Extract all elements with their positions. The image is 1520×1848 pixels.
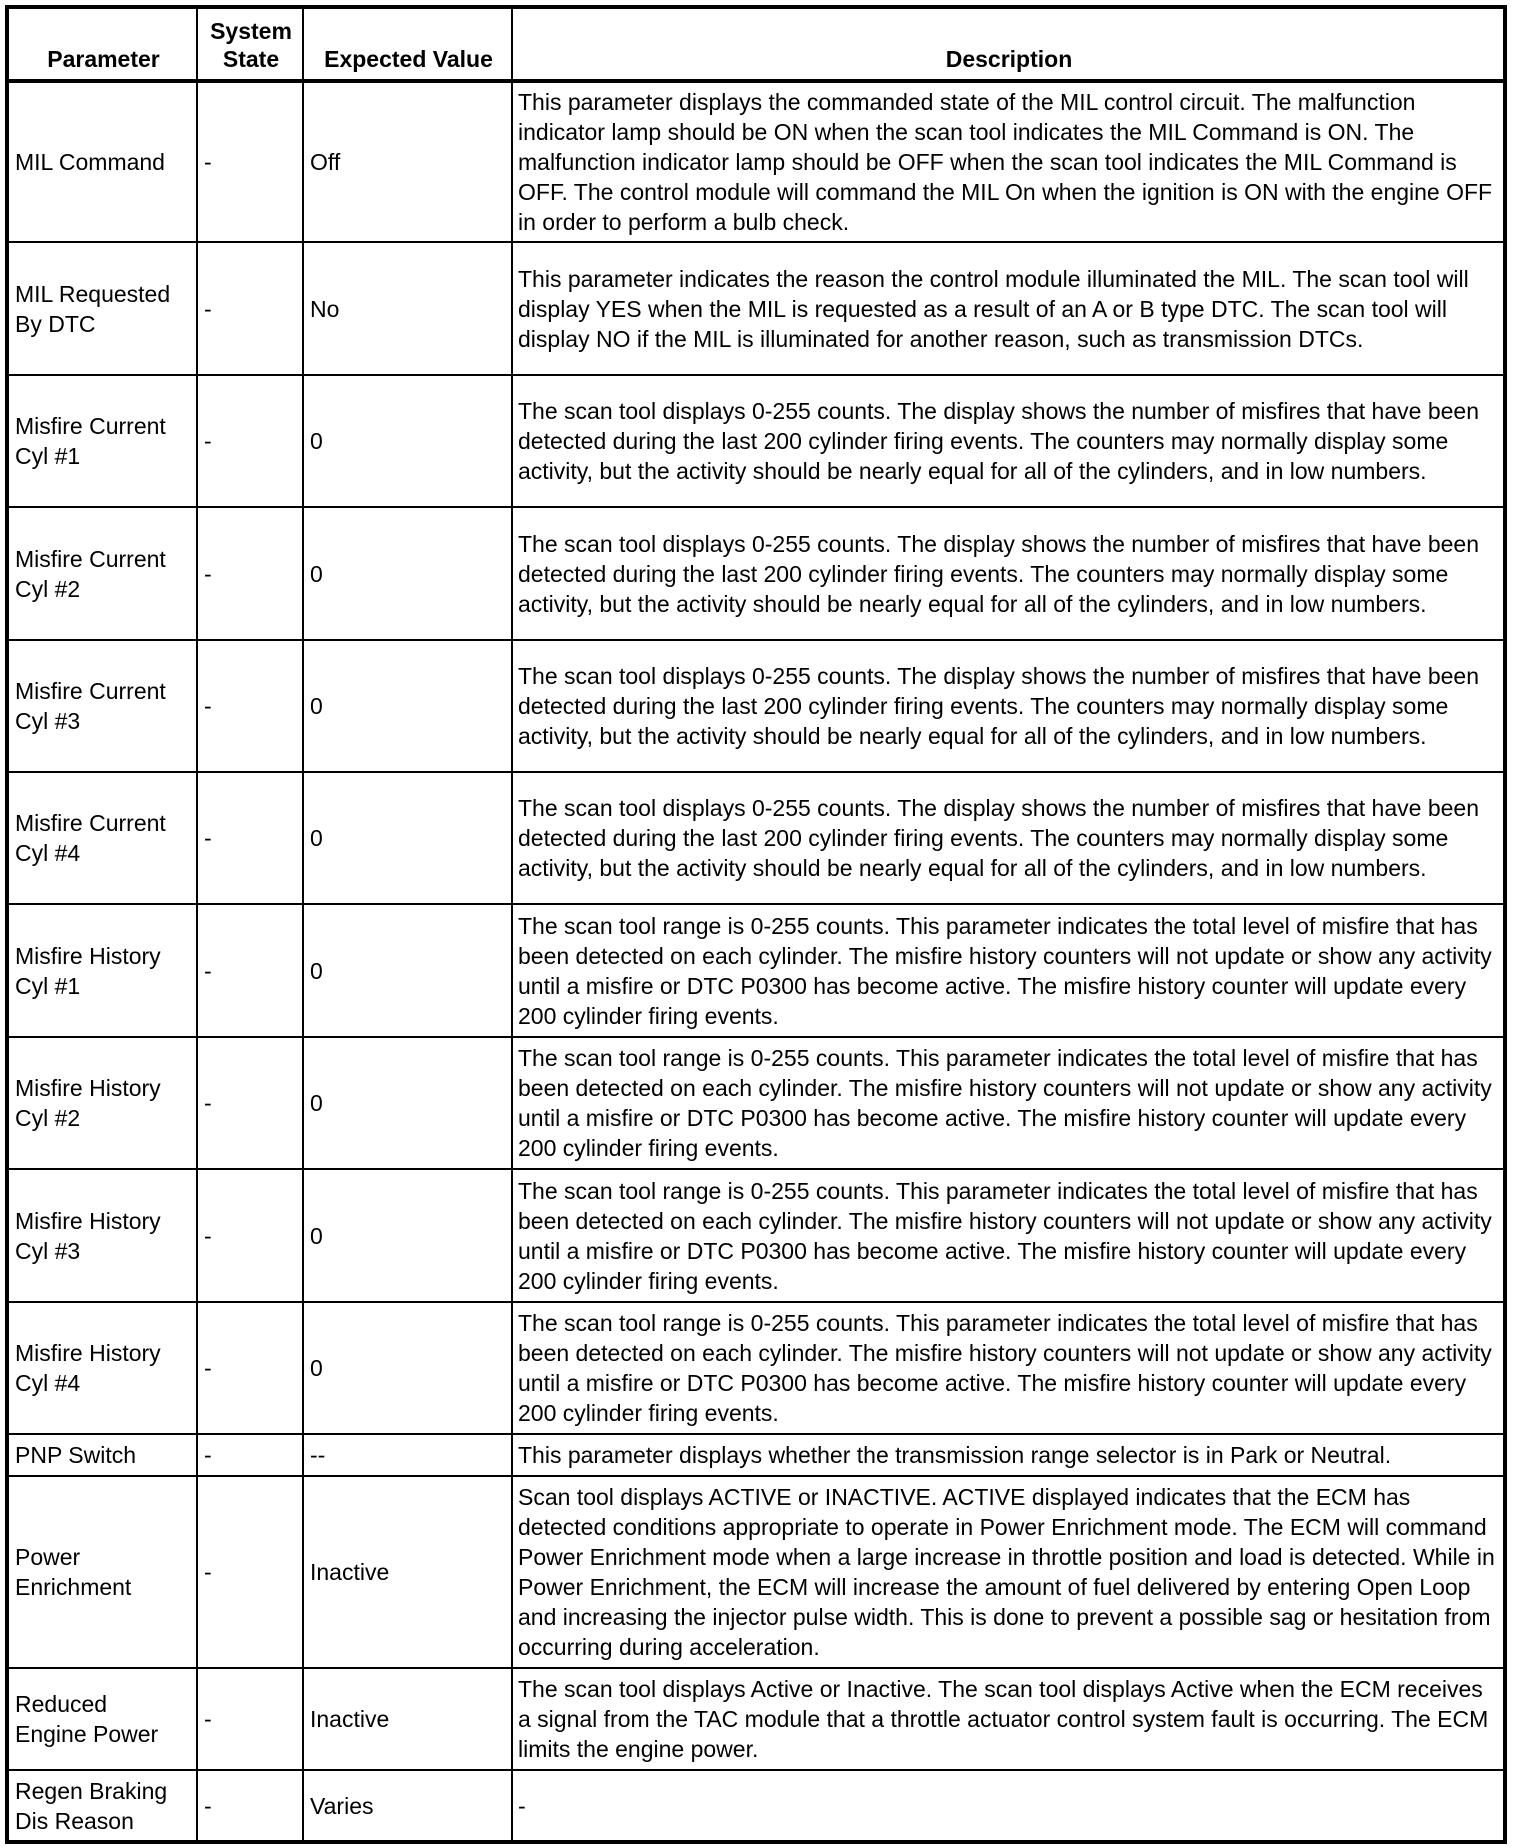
table-row: [7, 81, 1505, 242]
table-row: [7, 640, 1505, 772]
expected-value: Varies: [310, 1792, 374, 1819]
system-state-value: -: [204, 1559, 212, 1585]
header-expected-value: [303, 7, 512, 81]
description-text: -: [518, 1792, 526, 1819]
system-state-cell: [197, 81, 303, 242]
description-cell: [512, 1476, 1505, 1668]
description-text: The scan tool displays 0-255 counts. The display shows the number of misfires that have been detected during the last 200 cylinder firing events. The counters may normally display some activity, but the activity should be nearly equal for all of the cylinders, and in low numbers.: [518, 663, 1479, 749]
parameter-name-line2: Cyl #1: [15, 443, 81, 469]
parameter-name-line1: PNP Switch: [15, 1442, 137, 1468]
description-cell: [512, 375, 1505, 507]
parameter-name-line1: Misfire Current: [15, 678, 166, 704]
system-state-cell: [197, 1302, 303, 1434]
expected-value-cell: [303, 1169, 512, 1302]
expected-value-cell: [303, 1668, 512, 1770]
system-state-value: -: [204, 149, 212, 175]
system-state-cell: [197, 1668, 303, 1770]
system-state-value: -: [204, 295, 212, 322]
table-row: [7, 1037, 1505, 1169]
parameter-name-line1: MIL Command: [15, 149, 165, 175]
expected-value: Inactive: [310, 1706, 390, 1732]
table-body: [7, 81, 1505, 1842]
parameter-name-line1: Reduced: [15, 1691, 108, 1717]
system-state-cell: [197, 640, 303, 772]
system-state-cell: [197, 904, 303, 1037]
parameter-cell: [7, 1434, 197, 1476]
parameter-name-line1: Misfire History: [15, 1207, 161, 1234]
expected-value: 0: [310, 1222, 323, 1249]
system-state-value: -: [204, 1442, 212, 1468]
parameter-table: [5, 5, 1507, 1844]
expected-value: 0: [310, 957, 323, 984]
expected-value: 0: [310, 560, 323, 587]
parameter-name-line1: Misfire History: [15, 942, 161, 969]
expected-value: Off: [310, 149, 341, 175]
system-state-cell: [197, 1169, 303, 1302]
expected-value-cell: [303, 1037, 512, 1169]
parameter-cell: [7, 375, 197, 507]
table-row: [7, 1476, 1505, 1668]
description-text: This parameter indicates the reason the control module illuminated the MIL. The scan tool will display YES when the MIL is requested as a result of an A or B type DTC. The scan tool will display NO if the MIL is illuminated for another reason, such as transmission DTCs.: [518, 265, 1469, 352]
description-cell: [512, 242, 1505, 375]
parameter-name-line2: Engine Power: [15, 1721, 159, 1747]
table-row: [7, 242, 1505, 375]
parameter-name-line2: Cyl #4: [15, 1370, 81, 1396]
parameter-name-line1: Misfire Current: [15, 545, 166, 572]
parameter-name-line2: Cyl #3: [15, 1237, 81, 1264]
parameter-cell: [7, 1302, 197, 1434]
description-cell: [512, 1302, 1505, 1434]
parameter-cell: [7, 772, 197, 904]
parameter-name-line1: Regen Braking: [15, 1777, 168, 1804]
expected-value: --: [310, 1442, 326, 1468]
parameter-cell: [7, 1476, 197, 1668]
description-cell: [512, 81, 1505, 242]
expected-value-cell: [303, 507, 512, 640]
description-cell: [512, 640, 1505, 772]
expected-value-cell: [303, 242, 512, 375]
header-parameter: [7, 7, 197, 81]
system-state-value: -: [204, 1222, 212, 1249]
system-state-value: -: [204, 693, 212, 719]
parameter-cell: [7, 1770, 197, 1842]
table-row: [7, 375, 1505, 507]
system-state-cell: [197, 375, 303, 507]
description-text: The scan tool displays 0-255 counts. The display shows the number of misfires that have been detected during the last 200 cylinder firing events. The counters may normally display some activity, but the activity should be nearly equal for all of the cylinders, and in low numbers.: [518, 795, 1479, 881]
header-description: [512, 7, 1505, 81]
system-state-cell: [197, 1476, 303, 1668]
description-text: The scan tool displays 0-255 counts. The display shows the number of misfires that have been detected during the last 200 cylinder firing events. The counters may normally display some activity, but the activity should be nearly equal for all of the cylinders, and in low numbers.: [518, 530, 1479, 617]
header-parameter-label: Parameter: [47, 46, 160, 72]
expected-value-cell: [303, 375, 512, 507]
description-text: This parameter displays the commanded state of the MIL control circuit. The malfunction indicator lamp should be ON when the scan tool indicates the MIL Command is ON. The malfunction indicator lamp should be OFF when the scan tool indicates the MIL Command is OFF. The control module will command the MIL On when the ignition is ON with the engine OFF in order to perform a bulb check.: [518, 89, 1493, 235]
system-state-cell: [197, 1037, 303, 1169]
description-cell: [512, 507, 1505, 640]
parameter-name-line2: Cyl #2: [15, 575, 81, 602]
header-system-state-line2: State: [222, 46, 280, 72]
parameter-name-line1: Power: [15, 1544, 81, 1570]
expected-value: No: [310, 295, 340, 322]
parameter-cell: [7, 242, 197, 375]
system-state-cell: [197, 507, 303, 640]
parameter-name-line2: Dis Reason: [15, 1807, 134, 1834]
description-text: The scan tool range is 0-255 counts. This parameter indicates the total level of misfire that has been detected on each cylinder. The misfire history counters will not update or show any activity until a misfire or DTC P0300 has become active. The misfire history counter will update every 200 cylinder firing events.: [518, 1045, 1492, 1161]
system-state-value: -: [204, 1355, 212, 1381]
description-text: The scan tool range is 0-255 counts. This parameter indicates the total level of misfire that has been detected on each cylinder. The misfire history counters will not update or show any activity until a misfire or DTC P0300 has become active. The misfire history counter will update every 200 cylinder firing events.: [518, 1177, 1492, 1294]
table-row: [7, 1169, 1505, 1302]
table-row: [7, 1302, 1505, 1434]
expected-value-cell: [303, 1434, 512, 1476]
parameter-name-line1: Misfire Current: [15, 413, 166, 439]
system-state-value: -: [204, 1090, 212, 1116]
parameter-name-line1: Misfire History: [15, 1340, 161, 1366]
system-state-value: -: [204, 1706, 212, 1732]
parameter-cell: [7, 507, 197, 640]
system-state-value: -: [204, 825, 212, 851]
description-cell: [512, 772, 1505, 904]
expected-value-cell: [303, 1476, 512, 1668]
system-state-cell: [197, 1434, 303, 1476]
table-row: [7, 1668, 1505, 1770]
description-text: Scan tool displays ACTIVE or INACTIVE. ACTIVE displayed indicates that the ECM has detected conditions appropriate to operate in Power Enrichment mode. The ECM will command Power Enrichment mode when a large increase in throttle position and load is detected. While in Power Enrichment, the ECM will increase the amount of fuel delivered by entering Open Loop and increasing the injector pulse width. This is done to prevent a possible sag or hesitation from occurring during acceleration.: [518, 1484, 1495, 1660]
parameter-name-line2: Cyl #3: [15, 708, 81, 734]
table-row: [7, 507, 1505, 640]
system-state-value: -: [204, 957, 212, 984]
system-state-value: -: [204, 560, 212, 587]
parameter-cell: [7, 1037, 197, 1169]
expected-value: 0: [310, 693, 323, 719]
table-row: [7, 1770, 1505, 1842]
system-state-cell: [197, 1770, 303, 1842]
expected-value: 0: [310, 1090, 323, 1116]
parameter-name-line1: MIL Requested: [15, 280, 171, 307]
table-row: [7, 904, 1505, 1037]
system-state-value: -: [204, 428, 212, 454]
system-state-cell: [197, 242, 303, 375]
header-description-label: Description: [945, 46, 1073, 72]
parameter-cell: [7, 1169, 197, 1302]
parameter-name-line2: Cyl #2: [15, 1105, 81, 1131]
expected-value: 0: [310, 825, 323, 851]
expected-value-cell: [303, 772, 512, 904]
expected-value-cell: [303, 81, 512, 242]
parameter-cell: [7, 640, 197, 772]
header-system-state: [197, 7, 303, 81]
table-row: [7, 772, 1505, 904]
description-cell: [512, 1770, 1505, 1842]
parameter-name-line2: Cyl #4: [15, 840, 81, 866]
expected-value: 0: [310, 428, 323, 454]
parameter-name-line2: Enrichment: [15, 1574, 132, 1600]
description-cell: [512, 1037, 1505, 1169]
parameter-cell: [7, 904, 197, 1037]
parameter-cell: [7, 1668, 197, 1770]
system-state-value: -: [204, 1792, 212, 1819]
description-cell: [512, 904, 1505, 1037]
header-row: [7, 7, 1505, 81]
description-cell: [512, 1434, 1505, 1476]
expected-value-cell: [303, 640, 512, 772]
description-cell: [512, 1169, 1505, 1302]
expected-value: 0: [310, 1355, 323, 1381]
description-text: The scan tool displays 0-255 counts. The display shows the number of misfires that have been detected during the last 200 cylinder firing events. The counters may normally display some activity, but the activity should be nearly equal for all of the cylinders, and in low numbers.: [518, 398, 1479, 484]
expected-value: Inactive: [310, 1559, 390, 1585]
parameter-name-line1: Misfire History: [15, 1075, 161, 1101]
parameter-name-line1: Misfire Current: [15, 810, 166, 836]
expected-value-cell: [303, 1302, 512, 1434]
description-text: This parameter displays whether the transmission range selector is in Park or Neutral.: [518, 1442, 1392, 1468]
expected-value-cell: [303, 904, 512, 1037]
parameter-name-line2: Cyl #1: [15, 972, 81, 999]
table-header: [7, 7, 1505, 81]
description-text: The scan tool range is 0-255 counts. This parameter indicates the total level of misfire that has been detected on each cylinder. The misfire history counters will not update or show any activity until a misfire or DTC P0300 has become active. The misfire history counter will update every 200 cylinder firing events.: [518, 1310, 1492, 1426]
description-text: The scan tool displays Active or Inactive. The scan tool displays Active when the ECM receives a signal from the TAC module that a throttle actuator control system fault is occurring. The ECM limits the engine power.: [518, 1676, 1489, 1762]
header-system-state-line1: System: [210, 18, 292, 44]
description-cell: [512, 1668, 1505, 1770]
system-state-cell: [197, 772, 303, 904]
parameter-cell: [7, 81, 197, 242]
header-expected-value-label: Expected Value: [324, 46, 493, 72]
parameter-name-line2: By DTC: [15, 310, 96, 337]
table-row: [7, 1434, 1505, 1476]
description-text: The scan tool range is 0-255 counts. This parameter indicates the total level of misfire that has been detected on each cylinder. The misfire history counters will not update or show any activity until a misfire or DTC P0300 has become active. The misfire history counter will update every 200 cylinder firing events.: [518, 912, 1492, 1029]
expected-value-cell: [303, 1770, 512, 1842]
